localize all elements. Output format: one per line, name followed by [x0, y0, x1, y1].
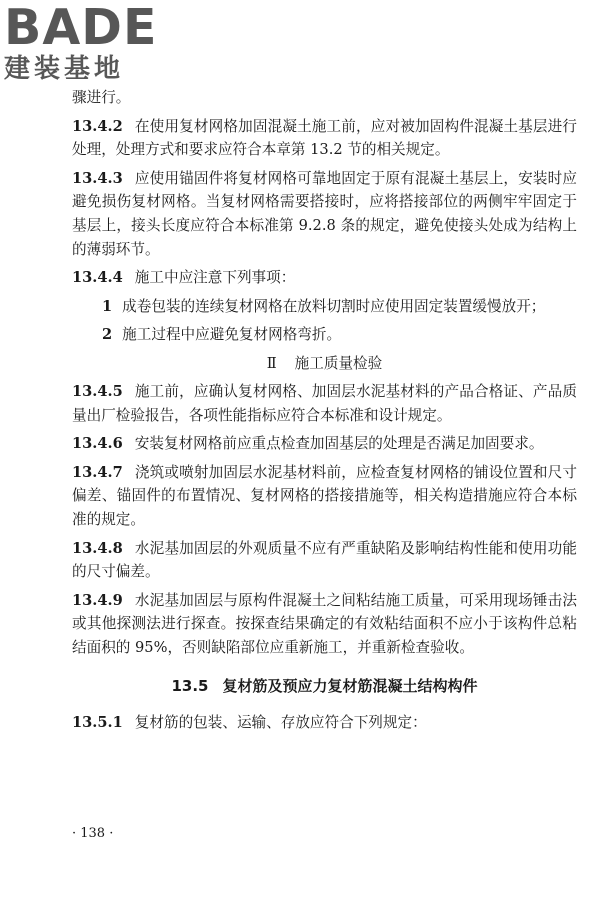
- clause-number: 13.4.4: [72, 269, 123, 287]
- logo-subtitle: 建装基地: [4, 54, 125, 84]
- clause-13-4-4: [72, 266, 577, 290]
- clause-number: 13.5.1: [72, 714, 123, 732]
- clause-13-4-7: [72, 461, 577, 532]
- section-heading: [72, 673, 577, 699]
- subsection-heading: [72, 352, 577, 376]
- item-number: 2: [102, 326, 113, 344]
- subsection-roman: Ⅱ: [266, 354, 277, 372]
- clause-13-5-1: [72, 711, 577, 735]
- continuation-text: 骤进行。: [72, 89, 131, 106]
- item-text: 成卷包装的连续复材网格在放料切割时应使用固定装置缓慢放开；: [122, 297, 546, 315]
- section-title: 复材筋及预应力复材筋混凝土结构构件: [222, 677, 478, 696]
- clause-number: 13.4.3: [72, 169, 123, 187]
- clause-13-4-2: [72, 115, 577, 162]
- clause-13-4-6: [72, 432, 577, 456]
- clause-number: 13.4.5: [72, 382, 123, 400]
- subsection-title: 施工质量检验: [294, 354, 383, 372]
- clause-text: 施工前，应确认复材网格、加固层水泥基材料的产品合格证、产品质量出厂检验报告，各项性能指标应符合本标准和设计规定。: [72, 382, 577, 424]
- clause-text: 应使用锚固件将复材网格可靠地固定于原有混凝土基层上，安装时应避免损伤复材网格。当复材网格需要搭接时，应将搭接部位的两侧牢牢固定于基层上，接头长度应符合本标准第 9.2.8 条的规定，避免使接头处成为结构上的薄弱环节。: [72, 169, 577, 258]
- list-item-1: [72, 295, 577, 319]
- clause-number: 13.4.2: [72, 117, 123, 135]
- item-number: 1: [102, 297, 113, 315]
- clause-text: 在使用复材网格加固混凝土施工前，应对被加固构件混凝土基层进行处理，处理方式和要求应符合本章第 13.2 节的相关规定。: [72, 117, 577, 159]
- clause-number: 13.4.7: [72, 463, 123, 481]
- item-text: 施工过程中应避免复材网格弯折。: [122, 326, 342, 344]
- clause-13-4-5: [72, 380, 577, 427]
- clause-text: 施工中应注意下列事项：: [134, 269, 296, 287]
- section-number: 13.5: [171, 677, 209, 696]
- logo: [4, 2, 180, 84]
- page-body: [72, 86, 577, 740]
- clause-number: 13.4.9: [72, 591, 123, 609]
- clause-13-4-8: [72, 537, 577, 584]
- clause-number: 13.4.8: [72, 539, 123, 557]
- clause-number: 13.4.6: [72, 435, 123, 453]
- clause-text: 安装复材网格前应重点检查加固基层的处理是否满足加固要求。: [134, 435, 544, 453]
- logo-wordmark: BADE: [4, 0, 158, 56]
- clause-13-4-3: [72, 167, 577, 261]
- page-number: · 138 ·: [72, 826, 114, 841]
- clause-13-4-9: [72, 589, 577, 660]
- clause-text: 水泥基加固层的外观质量不应有严重缺陷及影响结构性能和使用功能的尺寸偏差。: [72, 539, 577, 581]
- clause-text: 复材筋的包装、运输、存放应符合下列规定：: [134, 714, 427, 732]
- clause-text: 浇筑或喷射加固层水泥基材料前，应检查复材网格的铺设位置和尺寸偏差、锚固件的布置情况、复材网格的搭接措施等，相关构造措施应符合本标准的规定。: [72, 463, 577, 528]
- list-item-2: [72, 323, 577, 347]
- clause-text: 水泥基加固层与原构件混凝土之间粘结施工质量，可采用现场锤击法或其他探测法进行探查。按探查结果确定的有效粘结面积不应小于该构件总粘结面积的 95%，否则缺陷部位应重新施工，并重新检查验收。: [72, 591, 577, 656]
